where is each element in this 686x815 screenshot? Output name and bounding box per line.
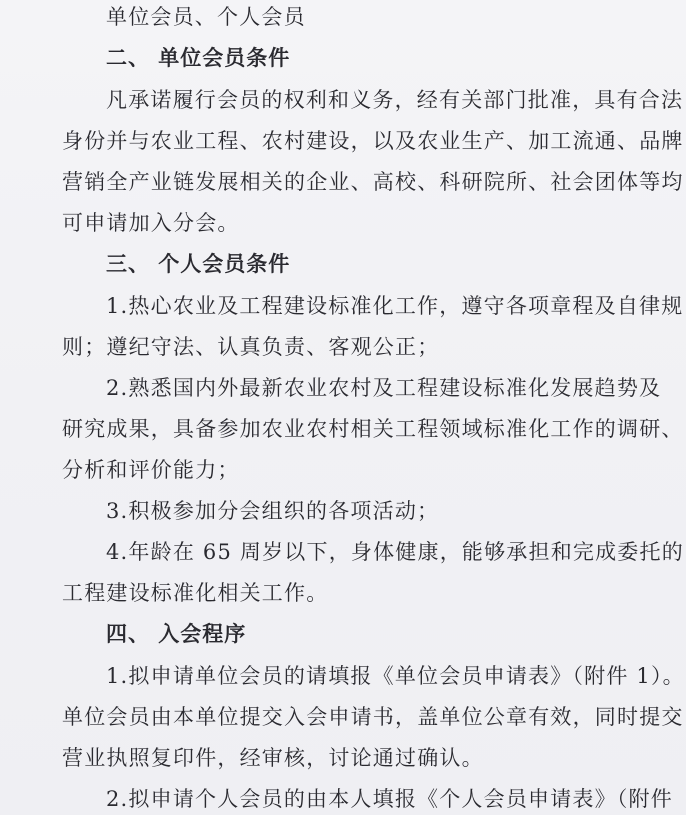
section-heading-application-procedure: 四、 入会程序 <box>106 622 247 646</box>
list-item-line: 2.熟悉国内外最新农业农村及工程建设标准化发展趋势及 <box>106 376 662 400</box>
paragraph-line: 凡承诺履行会员的权利和义务，经有关部门批准，具有合法 <box>106 88 684 112</box>
list-item-line: 3.积极参加分会组织的各项活动； <box>106 499 440 523</box>
paragraph-line: 可申请加入分会。 <box>62 211 240 235</box>
list-item-line: 研究成果，具备参加农业农村相关工程领域标准化工作的调研、 <box>62 417 684 441</box>
list-item-line: 分析和评价能力； <box>62 458 240 482</box>
paragraph-line: 身份并与农业工程、农村建设，以及农业生产、加工流通、品牌 <box>62 129 684 153</box>
section-heading-individual-membership: 三、 个人会员条件 <box>106 252 291 276</box>
paragraph-line: 营销全产业链发展相关的企业、高校、科研院所、社会团体等均 <box>62 170 684 194</box>
list-item-line: 2.拟申请个人会员的由本人填报《个人会员申请表》（附件 <box>106 787 673 811</box>
list-item-line: 4.年龄在 65 周岁以下，身体健康，能够承担和完成委托的 <box>106 540 684 564</box>
list-item-line: 单位会员由本单位提交入会申请书，盖单位公章有效，同时提交 <box>62 705 684 729</box>
section-heading-unit-membership: 二、 单位会员条件 <box>106 46 291 70</box>
list-item-line: 工程建设标准化相关工作。 <box>62 581 329 605</box>
list-item-line: 1.热心农业及工程建设标准化工作，遵守各项章程及自律规 <box>106 294 684 318</box>
member-types-line: 单位会员、个人会员 <box>106 5 306 29</box>
list-item-line: 则；遵纪守法、认真负责、客观公正； <box>62 335 440 359</box>
list-item-line: 营业执照复印件，经审核，讨论通过确认。 <box>62 746 484 770</box>
list-item-line: 1.拟申请单位会员的请填报《单位会员申请表》（附件 1）。 <box>106 664 685 688</box>
